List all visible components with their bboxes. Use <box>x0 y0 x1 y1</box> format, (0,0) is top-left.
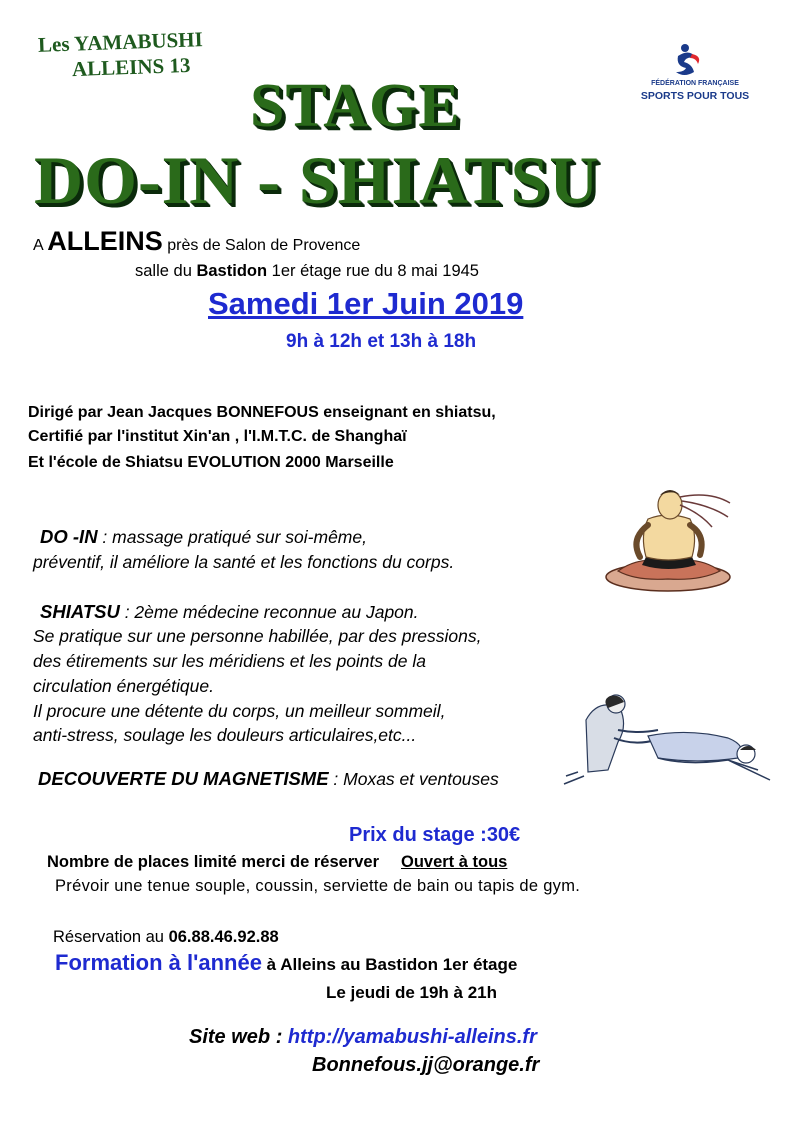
event-date: Samedi 1er Juin 2019 <box>208 286 524 321</box>
doin-line1 <box>40 526 367 548</box>
magnetisme-keyword: DECOUVERTE DU MAGNETISME <box>38 768 329 789</box>
open-to-all: Ouvert à tous <box>401 853 508 871</box>
shiatsu-line5: Il procure une détente du corps, un meilleur sommeil, <box>33 701 446 721</box>
location-town: ALLEINS <box>47 226 163 256</box>
website-line <box>189 1026 537 1049</box>
location-line <box>33 226 360 257</box>
doin-line2: préventif, il améliore la santé et les fonctions du corps. <box>33 552 455 572</box>
director-line3: Et l'école de Shiatsu EVOLUTION 2000 Marseille <box>28 454 394 471</box>
shiatsu-line3: des étirements sur les méridiens et les points de la <box>33 651 426 671</box>
logo-text-line2: SPORTS POUR TOUS <box>640 90 750 102</box>
shiatsu-line6: anti-stress, soulage les douleurs articulaires,etc... <box>33 725 417 745</box>
club-name-line1: Les YAMABUSHI <box>37 27 204 57</box>
shiatsu-line2: Se pratique sur une personne habillée, par des pressions, <box>33 626 482 646</box>
reservation-label: Réservation au <box>53 928 164 946</box>
hall-name: Bastidon <box>196 262 268 280</box>
shiatsu-desc1: : 2ème médecine reconnue au Japon. <box>119 602 419 622</box>
website-link[interactable]: http://yamabushi-alleins.fr <box>287 1026 537 1048</box>
shiatsu-line4: circulation énergétique. <box>33 676 214 696</box>
event-hours: 9h à 12h et 13h à 18h <box>286 331 477 352</box>
title-stage: STAGE <box>250 72 461 140</box>
website-label: Site web : <box>189 1026 283 1048</box>
magnetisme-desc: : Moxas et ventouses <box>328 769 499 789</box>
ffspt-logo <box>640 42 750 104</box>
location-prefix: A <box>33 237 43 254</box>
hall-line <box>135 262 479 281</box>
title-doin-shiatsu: DO-IN - SHIATSU <box>34 142 600 218</box>
places-text: Nombre de places limité merci de réserver <box>47 853 379 871</box>
director-line1: Dirigé par Jean Jacques BONNEFOUS enseignant en shiatsu, <box>28 404 496 421</box>
seated-meditation-illustration <box>600 485 740 595</box>
ffspt-logo-icon <box>640 42 750 80</box>
magnetisme-line <box>38 768 499 790</box>
location-near: près de Salon de Provence <box>167 237 361 254</box>
shiatsu-keyword: SHIATSU <box>40 601 120 622</box>
places-line <box>47 853 507 872</box>
club-name-line2: ALLEINS 13 <box>71 52 191 82</box>
shiatsu-treatment-illustration <box>558 690 778 790</box>
formation-label: Formation à l'année <box>55 950 262 975</box>
email-link[interactable]: Bonnefous.jj@orange.fr <box>312 1054 540 1076</box>
doin-desc1: : massage pratiqué sur soi-même, <box>97 527 367 547</box>
hall-prefix: salle du <box>135 262 192 280</box>
formation-text: à Alleins au Bastidon 1er étage <box>266 955 518 974</box>
doin-keyword: DO -IN <box>40 526 98 547</box>
director-line2: Certifié par l'institut Xin'an , l'I.M.T.C. de Shanghaï <box>28 428 407 445</box>
shiatsu-line1 <box>40 601 419 623</box>
hall-rest: 1er étage rue du 8 mai 1945 <box>271 262 479 280</box>
outfit-note: Prévoir une tenue souple, coussin, serviette de bain ou tapis de gym. <box>55 877 581 895</box>
reservation-phone[interactable]: 06.88.46.92.88 <box>168 928 279 946</box>
formation-line <box>55 950 517 976</box>
price: Prix du stage :30€ <box>349 824 521 846</box>
logo-text-line1: FÉDÉRATION FRANÇAISE <box>651 80 739 87</box>
formation-schedule: Le jeudi de 19h à 21h <box>326 983 498 1002</box>
reservation-line <box>53 928 279 947</box>
